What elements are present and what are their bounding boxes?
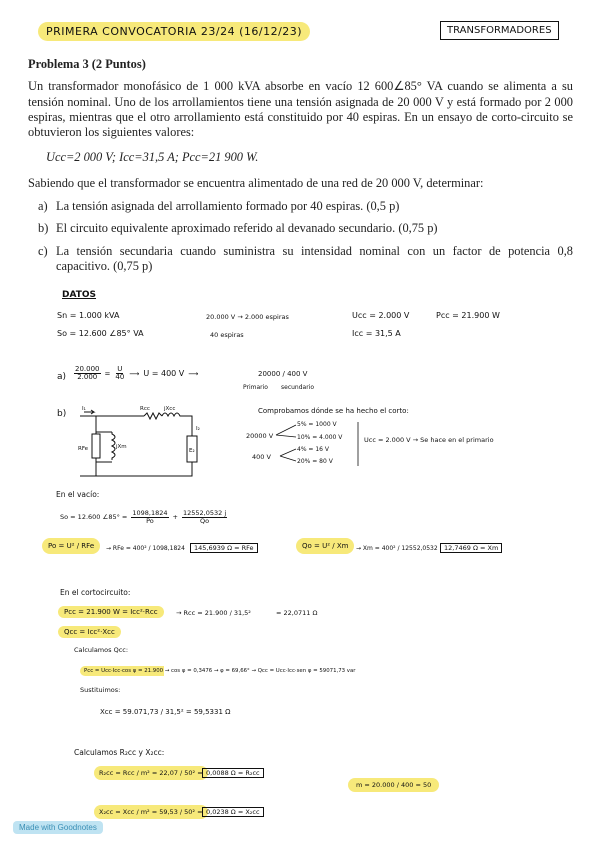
question-text: La tensión asignada del arrollamiento formado por 40 espiras. (0,5 p): [56, 199, 400, 214]
circuit-label-xm: jXm: [116, 444, 127, 450]
x2-result: 0,0238 Ω = X₂cc: [202, 807, 264, 817]
denominator: 2.000: [77, 373, 98, 382]
denominator: 40: [115, 373, 125, 382]
datos-so: So = 12.600 ∠85° VA: [57, 329, 144, 338]
question-b: [38, 221, 573, 236]
corto-title: En el cortocircuito:: [60, 588, 131, 597]
xm-result: 12,7469 Ω = Xm: [440, 543, 502, 553]
so-equation: So = 12.600 ∠85° =: [60, 513, 128, 522]
question-label: a): [38, 199, 48, 214]
rcc-result: = 22,0711 Ω: [276, 609, 318, 617]
exam-title: PRIMERA CONVOCATORIA 23/24 (16/12/23): [38, 22, 310, 41]
rfe-result: 145,6939 Ω = RFe: [190, 543, 258, 553]
q-term: [182, 510, 227, 525]
question-label: b): [38, 221, 49, 236]
check-4pct: 4% = 16 V: [297, 446, 330, 453]
part-b-label: b): [57, 409, 67, 419]
fraction: [74, 366, 101, 382]
problem-heading: Problema 3 (2 Puntos): [28, 57, 146, 71]
question-text: El circuito equivalente aproximado referido al devanado secundario. (0,75 p): [56, 221, 438, 236]
m-ratio: m = 20.000 / 400 = 50: [348, 778, 439, 792]
denominator: Qo: [200, 516, 210, 525]
arrow-icon: ⟶: [188, 369, 199, 378]
x2-equation: X₂cc = Xcc / m² = 59,53 / 50² =: [94, 805, 208, 819]
subst: Sustituimos:: [80, 686, 121, 694]
datos-icc: Icc = 31,5 A: [352, 329, 401, 338]
qcc-highlight: Qcc = Icc²·Xcc: [58, 626, 121, 638]
r2-result: 0,0088 Ω = R₂cc: [202, 768, 264, 778]
xcc-equation: Xcc = 59.071,73 / 31,5² = 59,5331 Ω: [100, 708, 231, 716]
circuit-label-rcc: Rcc: [140, 406, 150, 412]
qo-highlight: Qo = U² / Xm: [296, 538, 354, 554]
circuit-label-rfe: RFe: [78, 446, 89, 452]
test-values: Ucc=2 000 V; Icc=31,5 A; Pcc=21 900 W.: [46, 150, 259, 165]
numerator: U: [117, 365, 123, 373]
check-20000: 20000 V: [246, 432, 274, 440]
inductor-xm-icon: [112, 432, 115, 460]
check-title: Comprobamos dónde se ha hecho el corto:: [258, 407, 409, 415]
problem-statement: Un transformador monofásico de 1 000 kVA absorbe en vacío 12 600∠85° VA cuando se alimenta a su tensión nominal. Uno de los arrollamientos tiene una tensión asignada de 20 000 V y está formado por 2 000 espiras, mientras que el otro arrollamiento está constituido por 40 espiras. En un ensayo de corto-circuito se obtuvieron los siguientes valores:: [28, 79, 573, 140]
question-a: [38, 199, 573, 214]
circuit-wire: [80, 462, 192, 476]
numerator: 1098,1824: [132, 509, 168, 517]
numerator: 20.000: [75, 365, 100, 373]
circuit-label-e2: E₂: [189, 448, 195, 454]
numerator: 12552,0532 j: [182, 509, 227, 517]
part-a-label: a): [57, 372, 67, 382]
part-a-result: U = 400 V: [143, 369, 185, 379]
vacio-title: En el vacío:: [56, 490, 100, 499]
ratio-primario: Primario: [243, 384, 268, 391]
r2-equation: R₂cc = Rcc / m² = 22,07 / 50² =: [94, 766, 208, 780]
datos-pcc: Pcc = 21.900 W: [436, 311, 500, 320]
equivalent-circuit-diagram: [76, 402, 206, 482]
calc-qcc: Calculamos Qcc:: [74, 646, 129, 654]
check-conclusion: Ucc = 2.000 V → Se hace en el primario: [364, 436, 494, 444]
po-highlight: Po = U² / RFe: [42, 538, 100, 554]
check-400: 400 V: [252, 453, 271, 461]
circuit-label-i1: I₁: [82, 406, 86, 412]
topic-tag: TRANSFORMADORES: [440, 21, 559, 40]
branch-line: [280, 449, 296, 461]
ratio-secundario: secundario: [281, 384, 315, 391]
resistor-rcc-icon: [144, 413, 162, 419]
question-c: [38, 244, 573, 275]
inductor-xcc-icon: [162, 413, 192, 436]
datos-n2: 40 espiras: [210, 331, 244, 339]
circuit-label-i2: I₂: [196, 426, 200, 432]
check-20pct: 20% = 80 V: [297, 458, 333, 465]
circuit-wire: [96, 416, 112, 434]
branch-line: [276, 425, 296, 437]
final-title: Calculamos R₂cc y X₂cc:: [74, 748, 165, 757]
question-text: La tensión secundaria cuando suministra su intensidad nominal con un factor de potencia 0,8 capacitivo. (0,75 p): [56, 243, 573, 273]
equals-sign: =: [104, 369, 111, 378]
problem-lead: Sabiendo que el transformador se encuentra alimentado de una red de 20 000 V, determinar:: [28, 175, 484, 190]
circuit-label-xcc: jXcc: [164, 406, 176, 412]
problem-block: [28, 57, 573, 274]
rcc-calc: → Rcc = 21.900 / 31,5²: [176, 609, 251, 617]
rfe-calc: → RFe = 400² / 1098,1824: [106, 545, 185, 552]
datos-v1: 20.000 V → 2.000 espiras: [206, 313, 289, 321]
check-5pct: 5% = 1000 V: [297, 421, 337, 428]
question-label: c): [38, 243, 48, 258]
fraction: [114, 366, 125, 382]
arrow-icon: ⟶: [129, 369, 140, 378]
denominator: Po: [146, 516, 154, 525]
datos-sn: Sn = 1.000 kVA: [57, 311, 120, 320]
bracket-lines: [270, 418, 370, 470]
part-a-equation: [74, 366, 198, 382]
goodnotes-watermark: Made with Goodnotes: [13, 821, 103, 834]
circuit-wire: [96, 458, 112, 476]
plus-sign: +: [172, 513, 178, 522]
xm-calc: → Xm = 400² / 12552,0532: [356, 545, 438, 552]
p-term: [131, 510, 168, 525]
pcc-highlight: Pcc = 21.900 W = Icc²·Rcc: [58, 606, 164, 618]
vacio-so: [60, 510, 227, 525]
datos-title: DATOS: [62, 290, 97, 300]
ratio: 20000 / 400 V: [258, 370, 308, 378]
datos-ucc: Ucc = 2.000 V: [352, 311, 410, 320]
questions-list: [28, 199, 573, 274]
resistor-rfe-icon: [92, 434, 100, 458]
pcc-cos-line: Pcc = Ucc·Icc·cos φ = 21.900 → cos φ = 0,3476 → φ = 69,66° → Qcc = Ucc·Icc·sen φ = 59071,73 var: [80, 666, 360, 676]
check-10pct: 10% = 4.000 V: [297, 434, 343, 441]
